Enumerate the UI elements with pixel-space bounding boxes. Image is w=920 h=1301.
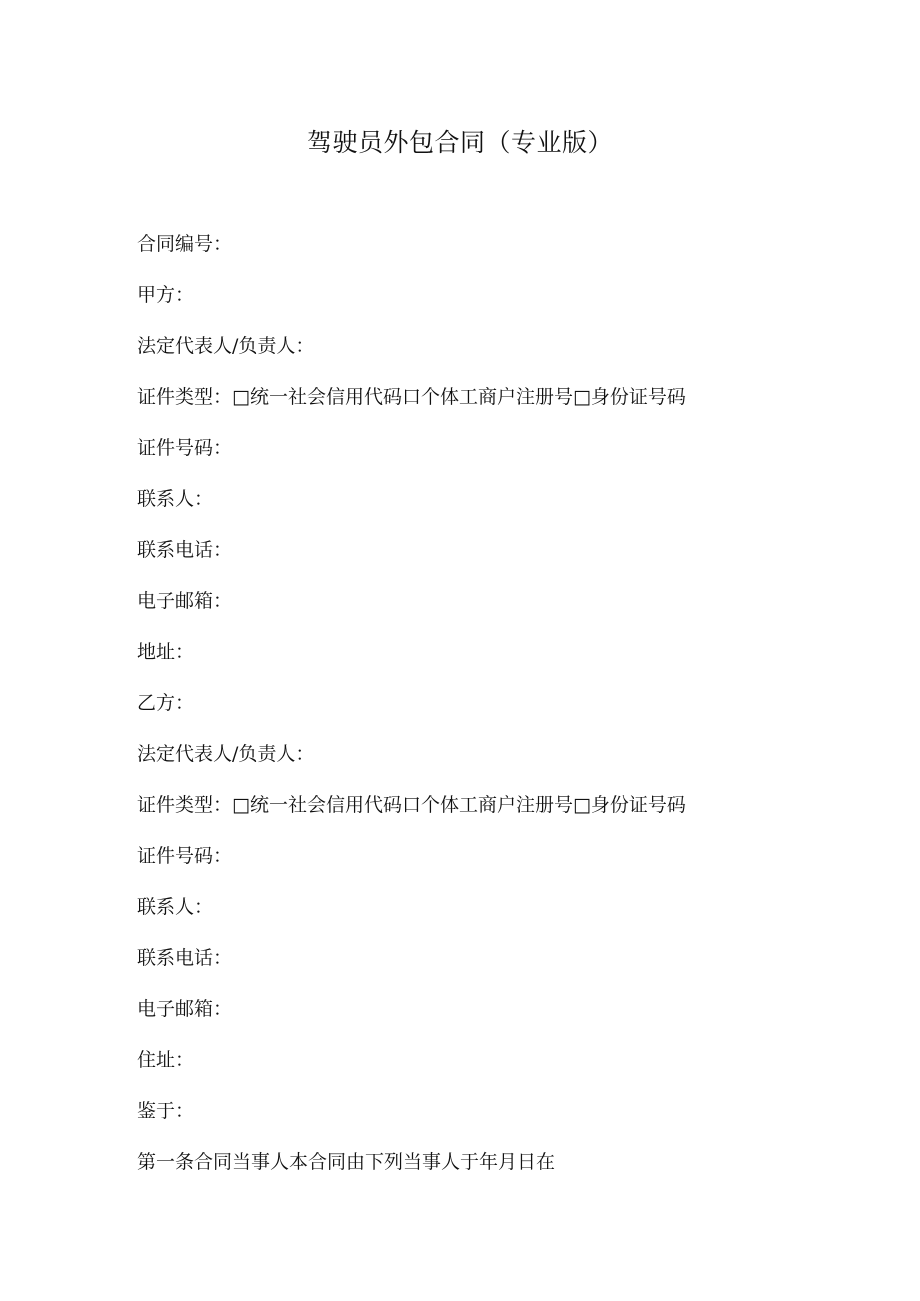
party-b-phone-line: 联系电话： (137, 947, 233, 969)
contract-number-line: 合同编号： (137, 233, 233, 255)
party-b-email-line: 电子邮箱： (137, 998, 233, 1020)
party-a-contact-line: 联系人： (137, 488, 214, 510)
party-b-address-line: 住址： (137, 1049, 195, 1071)
party-b-id-type-line: 证件类型：□统一社会信用代码口个体工商户注册号□身份证号码 (137, 794, 686, 816)
party-b-id-number-line: 证件号码： (137, 845, 233, 867)
party-b-representative-line: 法定代表人/负责人： (137, 743, 315, 765)
party-a-id-type-line: 证件类型：□统一社会信用代码口个体工商户注册号□身份证号码 (137, 386, 686, 408)
party-a-email-line: 电子邮箱： (137, 590, 233, 612)
whereas-line: 鉴于： (137, 1100, 195, 1122)
party-b-line: 乙方： (137, 692, 195, 714)
party-a-address-line: 地址： (137, 641, 195, 663)
party-b-contact-line: 联系人： (137, 896, 214, 918)
document-title: 驾驶员外包合同（专业版） (306, 128, 613, 157)
article-one-line: 第一条合同当事人本合同由下列当事人于年月日在 (137, 1151, 556, 1173)
party-a-phone-line: 联系电话： (137, 539, 233, 561)
party-a-id-number-line: 证件号码： (137, 437, 233, 459)
party-a-line: 甲方： (137, 284, 195, 306)
party-a-representative-line: 法定代表人/负责人： (137, 335, 315, 357)
